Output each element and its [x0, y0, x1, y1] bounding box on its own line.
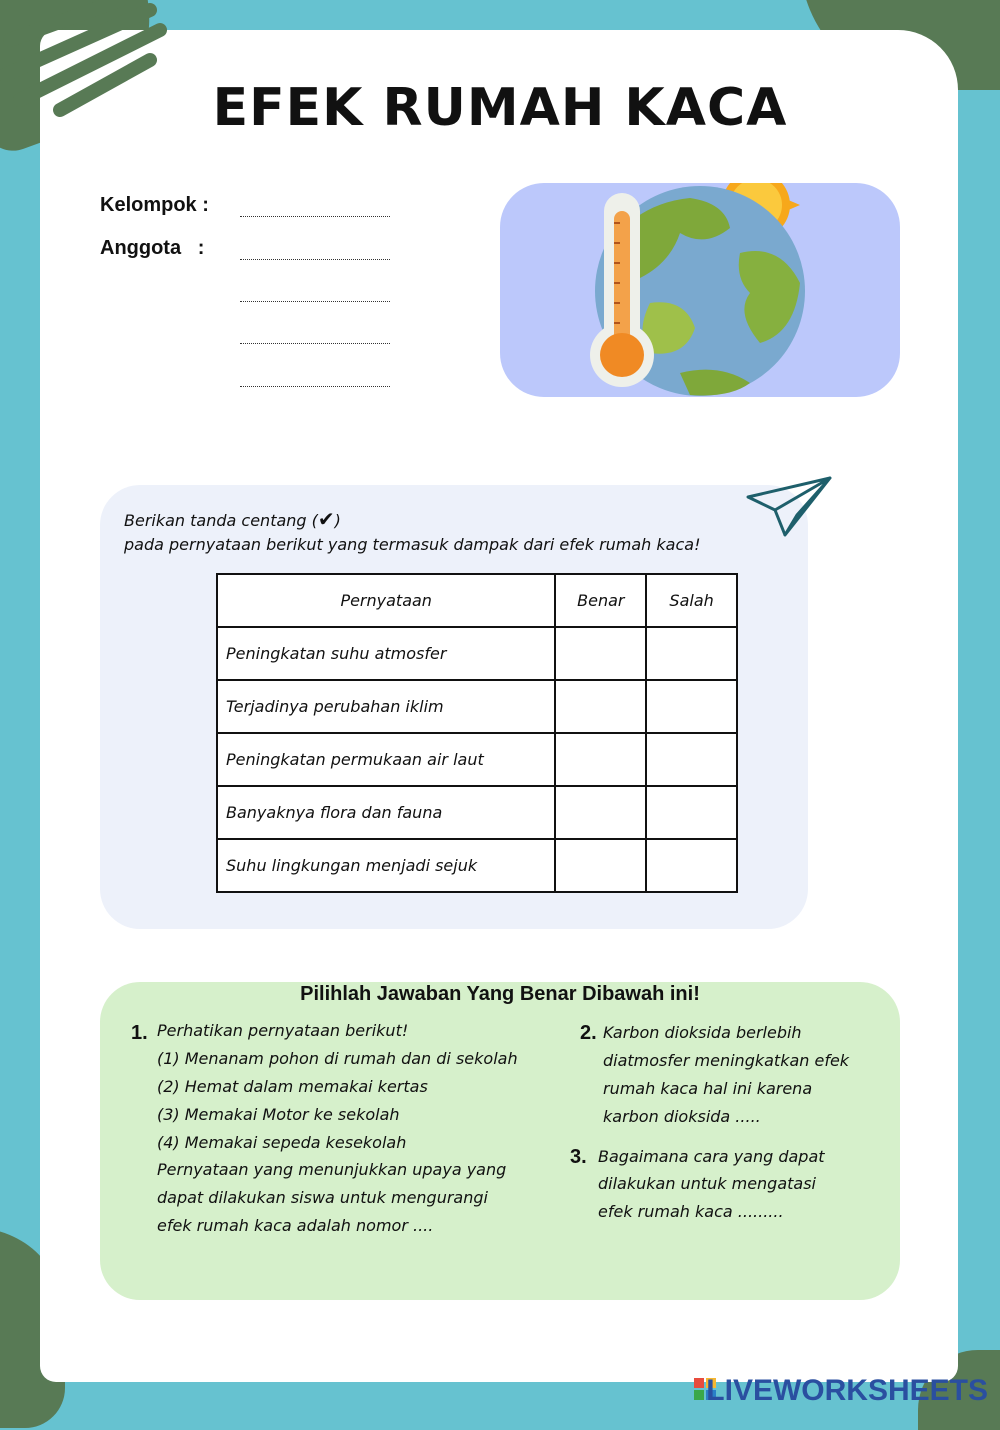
question-1-line: efek rumah kaca adalah nomor .... — [157, 1216, 434, 1235]
header-statement: Pernyataan — [217, 574, 555, 627]
question-2-number: 2. — [580, 1022, 597, 1044]
page-title: EFEK RUMAH KACA — [212, 78, 788, 138]
false-check-cell[interactable] — [646, 680, 737, 733]
question-3-number: 3. — [570, 1146, 587, 1168]
member-input-line[interactable] — [240, 343, 390, 344]
member-input-line[interactable] — [240, 301, 390, 302]
table-header-row — [217, 574, 737, 627]
check-symbol-icon: ✔ — [317, 507, 335, 531]
question-1-line: Pernyataan yang menunjukkan upaya yang — [157, 1160, 507, 1179]
liveworksheets-logo[interactable]: LIVEWORKSHEETS — [706, 1374, 988, 1407]
header-true: Benar — [555, 574, 646, 627]
instruction-close: ) — [334, 511, 341, 530]
false-check-cell[interactable] — [646, 627, 737, 680]
question-1-line: (3) Memakai Motor ke sekolah — [157, 1105, 400, 1124]
question-3-line: efek rumah kaca ......... — [598, 1202, 784, 1221]
table-row — [217, 733, 737, 786]
member-input-line[interactable] — [240, 259, 390, 260]
statement-cell: Peningkatan suhu atmosfer — [217, 627, 555, 680]
true-check-cell[interactable] — [555, 839, 646, 892]
members-label: Anggota : — [100, 237, 205, 259]
true-check-cell[interactable] — [555, 786, 646, 839]
question-1-line: (1) Menanam pohon di rumah dan di sekolah — [157, 1049, 518, 1068]
statement-cell: Peningkatan permukaan air laut — [217, 733, 555, 786]
true-check-cell[interactable] — [555, 680, 646, 733]
question-2-line: diatmosfer meningkatkan efek — [603, 1051, 850, 1070]
questions-title: Pilihlah Jawaban Yang Benar Dibawah ini! — [300, 983, 700, 1005]
false-check-cell[interactable] — [646, 839, 737, 892]
true-check-cell[interactable] — [555, 733, 646, 786]
question-2-line: Karbon dioksida berlebih — [603, 1023, 802, 1042]
question-1-line: (4) Memakai sepeda kesekolah — [157, 1133, 407, 1152]
question-2-line: rumah kaca hal ini karena — [603, 1079, 813, 1098]
question-1-number: 1. — [131, 1022, 148, 1044]
question-2-line: karbon dioksida ..... — [603, 1107, 761, 1126]
false-check-cell[interactable] — [646, 733, 737, 786]
statement-cell: Banyaknya flora dan fauna — [217, 786, 555, 839]
table-row — [217, 786, 737, 839]
member-input-line[interactable] — [240, 386, 390, 387]
statement-cell: Terjadinya perubahan iklim — [217, 680, 555, 733]
checklist-instruction-line1 — [124, 507, 341, 531]
statement-table — [216, 573, 738, 893]
paper-plane-icon — [745, 475, 835, 540]
question-1-line: (2) Hemat dalam memakai kertas — [157, 1077, 428, 1096]
checklist-instruction-line2: pada pernyataan berikut yang termasuk dampak dari efek rumah kaca! — [124, 535, 701, 554]
table-row — [217, 839, 737, 892]
question-3-line: Bagaimana cara yang dapat — [598, 1147, 825, 1166]
table-row — [217, 627, 737, 680]
question-1-line: Perhatikan pernyataan berikut! — [157, 1021, 409, 1040]
question-3-line: dilakukan untuk mengatasi — [598, 1174, 816, 1193]
group-label: Kelompok : — [100, 194, 209, 216]
true-check-cell[interactable] — [555, 627, 646, 680]
question-1-line: dapat dilakukan siswa untuk mengurangi — [157, 1188, 488, 1207]
global-warming-illustration — [500, 183, 900, 397]
statement-cell: Suhu lingkungan menjadi sejuk — [217, 839, 555, 892]
header-false: Salah — [646, 574, 737, 627]
false-check-cell[interactable] — [646, 786, 737, 839]
instruction-text: Berikan tanda centang ( — [124, 511, 318, 530]
table-row — [217, 680, 737, 733]
group-input-line[interactable] — [240, 216, 390, 217]
